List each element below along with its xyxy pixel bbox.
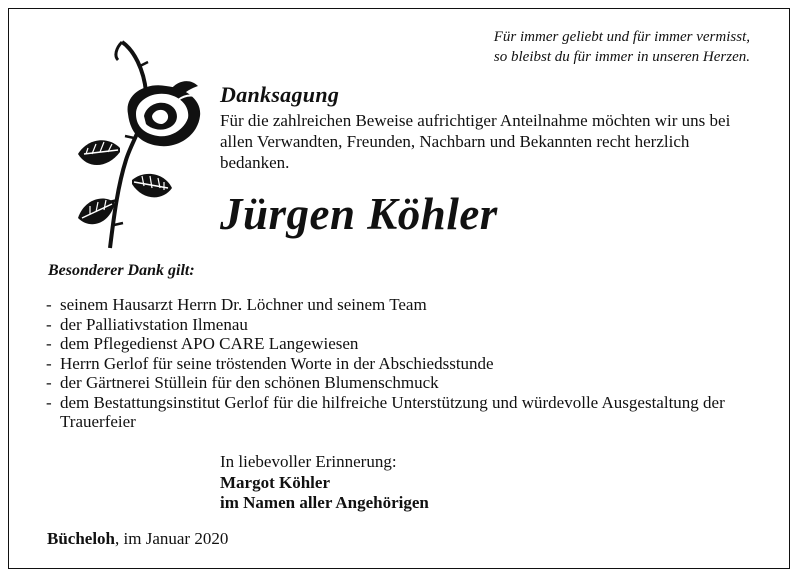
- dash: -: [46, 314, 52, 334]
- list-item: [46, 315, 766, 335]
- deceased-name: Jürgen Köhler: [220, 189, 498, 239]
- special-thanks-list: [46, 295, 766, 432]
- rose-icon: [74, 30, 206, 252]
- dash: -: [46, 295, 52, 314]
- dash: -: [46, 334, 52, 353]
- signer-relation: im Namen aller Angehörigen: [220, 493, 429, 512]
- list-item: [46, 393, 766, 432]
- dash: -: [46, 353, 52, 373]
- motto: [494, 27, 750, 67]
- list-item-text: Herrn Gerlof für seine tröstenden Worte in der Abschiedsstunde: [60, 353, 494, 373]
- footer-date: , im Januar 2020: [115, 529, 229, 548]
- list-item: [46, 334, 766, 354]
- dash: -: [46, 373, 52, 392]
- list-item: [46, 295, 766, 315]
- motto-line-2: so bleibst du für immer in unseren Herzen.: [493, 49, 750, 65]
- motto-line-1: Für immer geliebt und für immer vermisst,: [493, 29, 750, 45]
- list-item-text: dem Bestattungsinstitut Gerlof für die hilfreiche Unterstützung und würdevolle Ausgestaltung der Trauerfeier: [60, 392, 725, 431]
- list-item: [46, 373, 766, 393]
- dash: -: [46, 392, 52, 412]
- list-item: [46, 354, 766, 374]
- special-thanks-heading: Besonderer Dank gilt:: [48, 262, 195, 279]
- signers: [220, 473, 429, 513]
- list-item-text: der Palliativstation Ilmenau: [60, 314, 248, 334]
- signer-name: Margot Köhler: [220, 473, 330, 492]
- footer-place-date: [47, 529, 228, 549]
- intro-text: Für die zahlreichen Beweise aufrichtiger Anteilnahme möchten wir uns bei allen Verwandten, Freunden, Nachbarn und Bekannten recht herzlich bedanken.: [220, 111, 731, 172]
- list-item-text: seinem Hausarzt Herrn Dr. Löchner und seinem Team: [60, 295, 427, 314]
- list-item-text: der Gärtnerei Stüllein für den schönen Blumenschmuck: [60, 373, 439, 392]
- heading-danksagung: Danksagung: [220, 82, 340, 107]
- footer-place: Bücheloh: [47, 529, 116, 548]
- memory-line: In liebevoller Erinnerung:: [220, 452, 397, 471]
- list-item-text: dem Pflegedienst APO CARE Langewiesen: [60, 334, 359, 353]
